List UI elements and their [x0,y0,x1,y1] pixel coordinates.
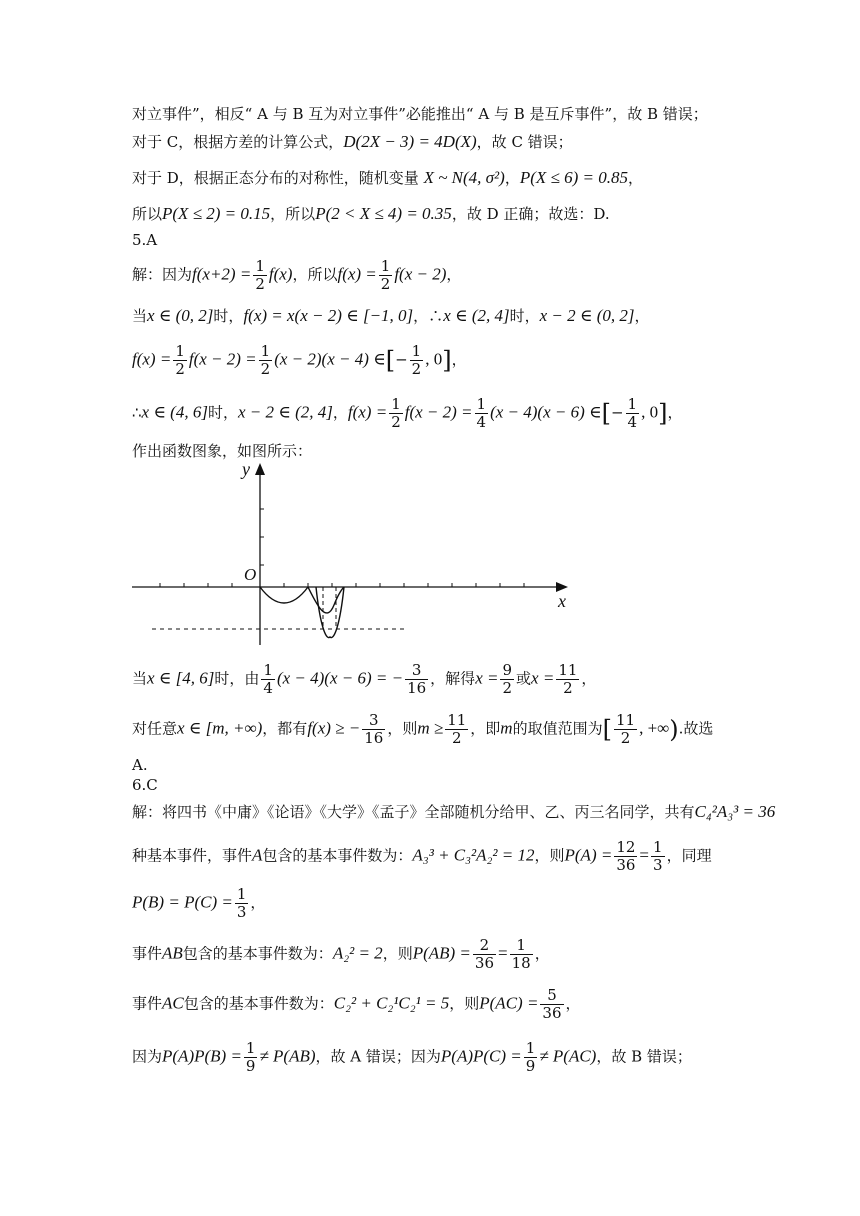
denominator: 2 [502,679,513,697]
math: C₄²A₃³ = 36 [694,802,776,821]
denominator: 2 [411,360,422,378]
s5-line-2 [132,305,742,327]
numerator: 12 [616,838,636,856]
text: 包含的基本事件数为： [183,994,334,1013]
math: f(x) = x(x − 2) ∈ [−1, 0] [243,306,414,325]
text: 的取值范围为 [512,719,603,738]
text: ，都有 [262,719,308,738]
text: ，∴ [413,307,444,325]
fraction-9-2 [500,662,514,697]
denominator: 2 [391,413,401,431]
text: 或 [516,669,532,688]
continuation-text: 对立事件”，相反“ A 与 B 互为对立事件”必能推出“ A 与 B 是互斥事件”，故 B 错误； [132,105,708,123]
text: ， [627,169,643,187]
heading-5 [132,229,742,251]
math-prob: P(2 < X ≤ 4) = 0.35 [315,204,452,223]
math-prob: P(X ≤ 6) = 0.85 [519,168,628,187]
math: m [500,718,513,738]
denominator: 36 [616,856,636,874]
math-prob: P(X ≤ 2) = 0.15 [162,204,271,223]
numerator: 1 [510,937,533,955]
text: 对任意 [132,719,178,738]
text: 对于 C，根据方差的计算公式， [132,133,344,151]
text: ， [250,893,266,912]
math: , 0 [425,349,443,369]
text: ，即 [470,719,501,738]
x-axis-label: x [558,591,566,611]
s5-line-1 [132,258,742,293]
math: P(A)P(B) = [162,1046,242,1066]
s5-line-7 [132,712,742,747]
fraction-1-9 [244,1040,258,1075]
s6-line-5 [132,987,742,1022]
s6-line-2 [132,839,742,874]
bracket: ] [658,399,668,428]
fraction-1-9 [524,1040,538,1075]
math: f(x+2) = [192,264,252,284]
math: f(x) ≥ − [307,718,361,738]
numerator: 9 [502,661,513,679]
numerator: 1 [627,395,638,413]
text: ，所以 [292,265,338,284]
text: 时， [213,307,244,325]
text-line-4 [132,203,742,225]
numerator: 3 [405,662,428,680]
denominator: 36 [474,954,494,972]
text: ，故 B 错误； [596,1047,692,1066]
numerator: 1 [411,342,422,360]
math-normal: X ~ N(4, σ²) [423,168,505,187]
denominator: 2 [260,360,271,378]
math: x − 2 ∈ (2, 4] [237,402,333,422]
numerator: 2 [473,937,496,955]
numerator: 1 [525,1039,536,1057]
s6-line-1 [132,801,776,823]
numerator: 11 [447,711,467,729]
math: f(x) [268,264,293,284]
math: m ≥ [417,718,444,738]
text: ，故 C 错误； [476,133,573,151]
fraction-half [259,343,273,378]
math: x ∈ [m, +∞) [177,718,263,738]
answer-heading: 5.A [132,231,158,249]
s5-line-8 [132,754,742,776]
math: f(x − 2) = [188,349,257,369]
text: A. [132,756,148,774]
text: ，则 [382,944,413,963]
math: P(A) = [564,845,613,865]
fraction-half [379,258,393,293]
numerator: 1 [653,838,663,856]
denominator: 3 [236,903,247,921]
fraction-11-2 [614,712,637,747]
math: P(AC) = [479,993,539,1013]
numerator: 3 [362,712,385,730]
math: x = [475,668,499,688]
s5-line-6 [132,662,742,697]
math: x ∈ [4, 6] [147,668,215,688]
math: f(x) = [347,402,388,422]
text: ， [451,350,467,369]
math: AC [162,993,184,1013]
text-line-2 [132,131,742,153]
math: A₂² = 2 [332,943,383,963]
fraction-2-36 [473,937,496,972]
fraction-quarter [475,396,489,431]
s5-line-3: f(x) = $\frac{1}{2}$ f(x − 2) = $\frac{1}{2}$ (x − 2)(x − 4) ∈[− $\frac{1}{2}$ , 0]， [132,342,467,378]
fraction-11-2 [445,712,468,747]
text-line-1 [132,103,742,125]
text: 解：将四书《中庸》《论语》《大学》《孟子》全部随机分给甲、乙、丙三名同学，共有 [132,803,695,821]
math: A [252,845,263,865]
math: x = [531,668,555,688]
bracket: [ [385,346,396,375]
math: P(A)P(C) = [440,1046,522,1066]
math: f(x − 2) [394,264,447,284]
text: ， [565,994,581,1013]
fraction-neg-quarter [626,396,640,431]
math: AB [162,943,183,963]
math: = [498,943,508,963]
math: (x − 4)(x − 6) = − [276,668,404,688]
math: x ∈ (2, 4] [443,306,510,325]
numerator: 1 [391,395,401,413]
text: .故选 [678,719,714,738]
fraction-1-3 [651,839,665,874]
denominator: 2 [255,275,265,293]
text: 因为 [132,1047,163,1066]
math: = [639,845,650,865]
text-line-3 [132,167,742,189]
denominator: 2 [451,729,462,747]
fraction-3-16 [362,712,385,747]
answer-heading: 6.C [132,776,158,794]
fraction-1-3 [235,886,249,921]
bracket: [ [601,399,611,428]
fraction-half [389,396,403,431]
s6-line-6 [132,1040,742,1075]
text: 所以 [132,205,163,223]
math: (x − 2)(x − 4) ∈ [274,349,386,369]
text: ∴ [132,403,142,422]
fraction-1-18 [510,937,533,972]
math: P(AB) = [412,943,471,963]
text: 当 [132,669,148,688]
math-variance: D(2X − 3) = 4D(X) [343,132,477,151]
math: ≠ P(AB) [259,1046,316,1066]
fraction-half [173,343,187,378]
bracket: ) [669,715,679,744]
text: 作出函数图象，如图所示： [132,442,313,460]
text: ，则 [449,994,480,1013]
math: x ∈ (0, 2] [147,306,214,325]
text: ，解得 [430,669,476,688]
s5-line-4: ∴x ∈ (4, 6]时，x − 2 ∈ (2, 4]，f(x) = $\frac{1}{2}$ f(x − 2) = $\frac{1}{4}$ (x − 4)(x − 6) ∈[− $\frac{1}{4}$ , 0]， [132,395,683,431]
numerator: 1 [236,885,247,903]
text: ， [534,944,550,963]
text: 解：因为 [132,265,193,284]
heading-6 [132,774,742,796]
text: ，故 D 正确；故选：D. [451,205,610,223]
denominator: 16 [407,679,427,697]
numerator: 11 [615,711,636,729]
text: ，所以 [270,205,316,223]
numerator: 1 [263,661,273,679]
text: ，同理 [666,846,712,865]
text: 时， [207,403,238,422]
curve-segment-1 [260,587,308,603]
text: 对于 D，根据正态分布的对称性，随机变量 [132,169,424,187]
numerator: 1 [476,395,487,413]
text: ， [504,169,520,187]
text: 种基本事件，事件 [132,846,253,865]
curve-segment-2 [308,587,344,613]
denominator: 3 [653,856,663,874]
denominator: 4 [627,413,638,431]
math: ≠ P(AC) [539,1046,597,1066]
text: ， [667,403,683,422]
denominator: 2 [563,679,573,697]
numerator: 1 [380,257,391,275]
function-graph [132,455,582,650]
numerator: 1 [245,1039,256,1057]
denominator: 2 [175,360,185,378]
math: P(B) = P(C) = [132,892,233,912]
text: ，则 [534,846,565,865]
text: 事件 [132,944,163,963]
text: 时，由 [214,669,260,688]
math: , +∞ [639,718,670,738]
denominator: 9 [245,1057,256,1075]
math: A₃³ + C₃²A₂² = 12 [412,845,535,865]
text: 事件 [132,994,163,1013]
y-axis-arrow-icon [255,463,265,475]
fraction-11-2 [556,662,579,697]
math: f(x) = [132,349,172,369]
math: f(x − 2) = [404,402,473,422]
denominator: 4 [476,413,487,431]
denominator: 4 [263,679,273,697]
text: 时， [509,307,540,325]
numerator: 11 [558,661,578,679]
text: ， [446,265,462,284]
numerator: 5 [540,987,563,1005]
fraction-neg-half [410,343,424,378]
text: 包含的基本事件数为： [182,944,333,963]
numerator: 1 [255,257,265,275]
fraction-3-16 [405,662,428,697]
s6-line-4 [132,937,742,972]
fraction-12-36 [614,839,637,874]
numerator: 1 [175,342,185,360]
text: ，则 [387,719,418,738]
math: x ∈ (4, 6] [141,402,208,422]
denominator: 2 [380,275,391,293]
text: ， [581,669,597,688]
fraction-5-36 [540,987,563,1022]
text: ， [332,403,348,422]
denominator: 9 [525,1057,536,1075]
bracket: [ [602,715,612,744]
denominator: 36 [542,1004,562,1022]
origin-label: O [244,565,257,584]
denominator: 18 [511,954,531,972]
fraction-quarter [261,662,275,697]
numerator: 1 [260,342,271,360]
text: ，故 A 错误；因为 [315,1047,441,1066]
s6-line-3 [132,886,742,921]
math: f(x) = [337,264,377,284]
text: 当 [132,307,148,325]
math: C₂² + C₂¹C₂¹ = 5 [333,993,450,1013]
denominator: 16 [364,729,384,747]
bracket: ] [442,346,452,375]
text: 包含的基本事件数为： [262,846,413,865]
denominator: 2 [620,729,631,747]
math: x − 2 ∈ (0, 2] [539,306,635,325]
text: ， [634,307,650,325]
fraction-half [253,258,267,293]
math: (x − 4)(x − 6) ∈ [490,402,602,422]
y-axis-label: y [242,459,250,479]
math: , 0 [641,402,659,422]
